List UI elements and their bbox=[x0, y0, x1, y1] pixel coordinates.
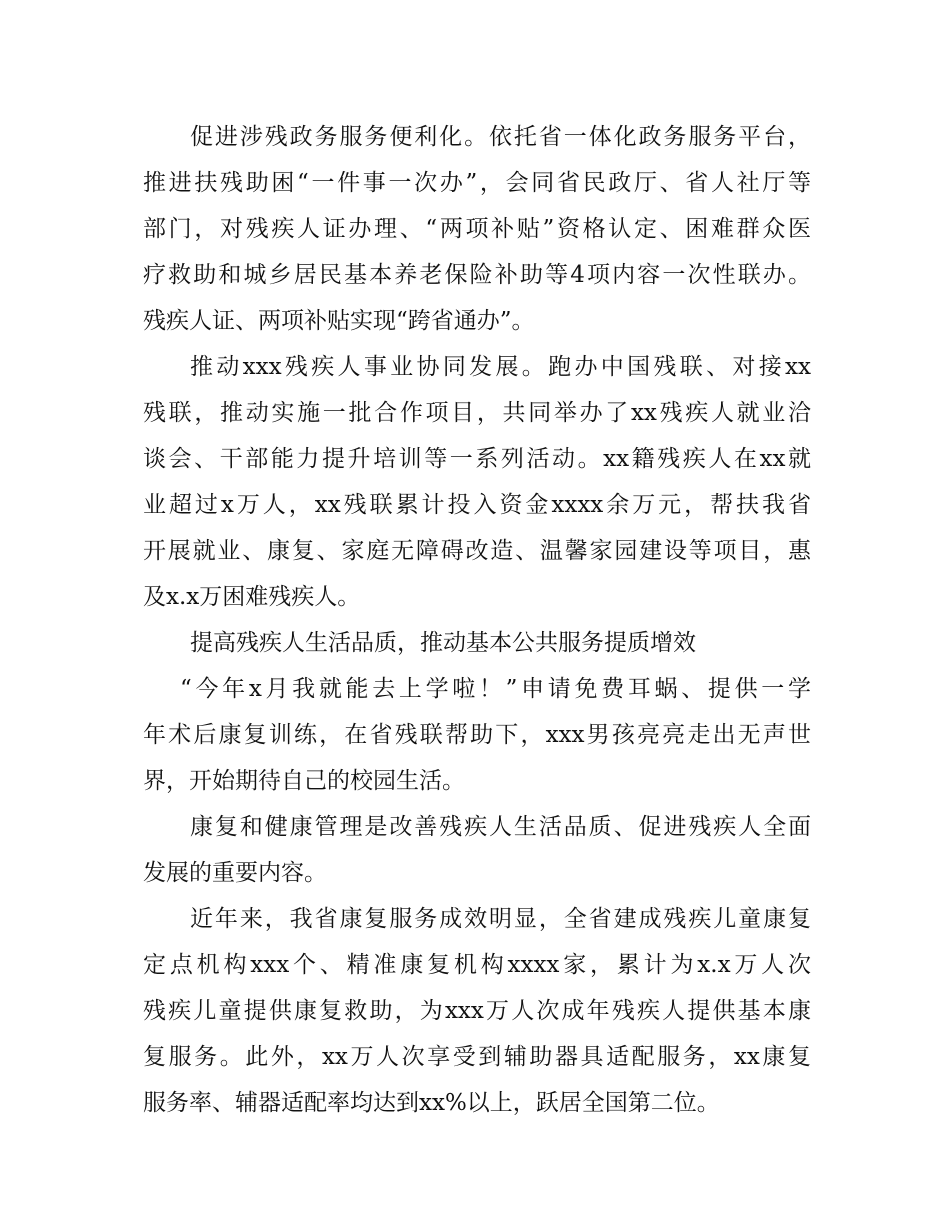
paragraph-line: 定点机构xxx个、精准康复机构xxxx家，累计为x.x万人次 bbox=[143, 952, 811, 978]
paragraph-line: “今年x月我就能去上学啦！”申请免费耳蜗、提供一学 bbox=[180, 676, 811, 702]
paragraph-line: 部门，对残疾人证办理、“两项补贴”资格认定、困难群众医 bbox=[143, 216, 811, 242]
paragraph-line: 近年来，我省康复服务成效明显，全省建成残疾儿童康复 bbox=[190, 906, 811, 932]
paragraph-line: 发展的重要内容。 bbox=[143, 860, 327, 886]
paragraph-line: 残疾儿童提供康复救助，为xxx万人次成年残疾人提供基本康 bbox=[143, 998, 811, 1024]
paragraph-line: 复服务。此外，xx万人次享受到辅助器具适配服务，xx康复 bbox=[143, 1044, 811, 1070]
paragraph-line: 年术后康复训练，在省残联帮助下，xxx男孩亮亮走出无声世 bbox=[143, 722, 811, 748]
paragraph-line: 服务率、辅器适配率均达到xx%以上，跃居全国第二位。 bbox=[143, 1090, 720, 1116]
paragraph-line: 康复和健康管理是改善残疾人生活品质、促进残疾人全面 bbox=[190, 814, 811, 840]
paragraph-line: 促进涉残政务服务便利化。依托省一体化政务服务平台， bbox=[190, 124, 811, 150]
paragraph-line: 推进扶残助困“一件事一次办”，会同省民政厅、省人社厅等 bbox=[143, 170, 811, 196]
paragraph-line: 残联，推动实施一批合作项目，共同举办了xx残疾人就业洽 bbox=[143, 400, 811, 426]
paragraph-line: 业超过x万人，xx残联累计投入资金xxxx余万元，帮扶我省 bbox=[143, 492, 811, 518]
paragraph-line: 界，开始期待自己的校园生活。 bbox=[143, 768, 465, 794]
paragraph-line: 残疾人证、两项补贴实现“跨省通办”。 bbox=[143, 308, 535, 334]
paragraph-line: 推动xxx残疾人事业协同发展。跑办中国残联、对接xx bbox=[190, 354, 811, 380]
paragraph-line: 开展就业、康复、家庭无障碍改造、温馨家园建设等项目，惠 bbox=[143, 538, 811, 564]
section-heading: 提高残疾人生活品质，推动基本公共服务提质增效 bbox=[190, 630, 696, 656]
paragraph-line: 疗救助和城乡居民基本养老保险补助等4项内容一次性联办。 bbox=[143, 262, 811, 288]
paragraph-line: 谈会、干部能力提升培训等一系列活动。xx籍残疾人在xx就 bbox=[143, 446, 811, 472]
paragraph-line: 及x.x万困难残疾人。 bbox=[143, 584, 361, 610]
